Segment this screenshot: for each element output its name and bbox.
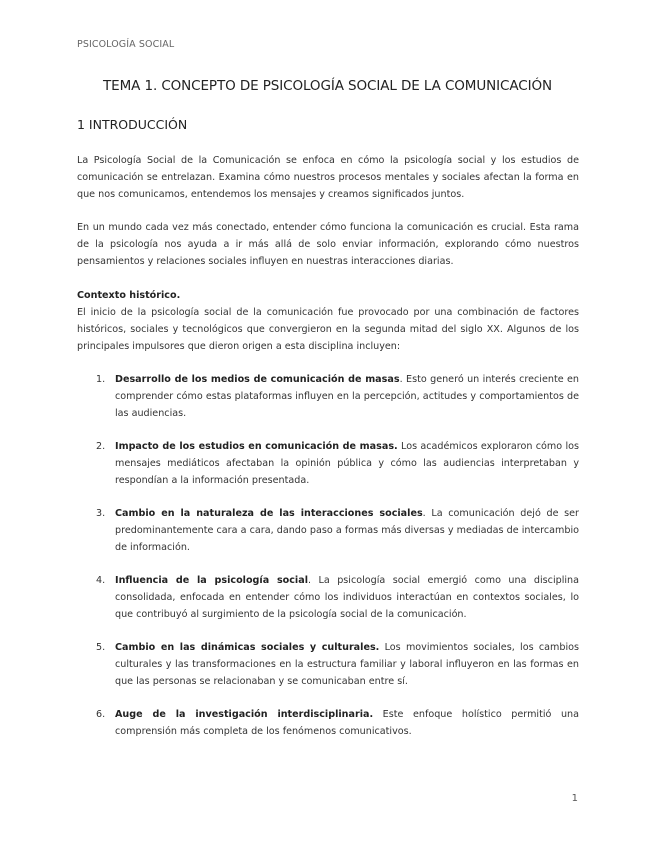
list-item-title: Desarrollo de los medios de comunicación de masas [115, 374, 400, 385]
list-item-title: Influencia de la psicología social [115, 575, 308, 586]
historical-context [77, 287, 579, 355]
list-item-title: Cambio en las dinámicas sociales y culturales. [115, 642, 380, 653]
list-item [77, 572, 579, 623]
section-heading: 1 INTRODUCCIÓN [77, 117, 188, 132]
document-title: TEMA 1. CONCEPTO DE PSICOLOGÍA SOCIAL DE LA COMUNICACIÓN [103, 78, 552, 94]
list-item-title: Auge de la investigación interdisciplinaria. [115, 709, 374, 720]
list-item-title: Impacto de los estudios en comunicación de masas. [115, 441, 398, 452]
context-text: El inicio de la psicología social de la comunicación fue provocado por una combinación de factores históricos, sociales y tecnológicos que convergieron en la segunda mitad del siglo XX. Algunos de los principales impulsores que dieron origen a esta disciplina incluyen: [77, 307, 579, 352]
list-item-number: 1. [96, 374, 106, 385]
list-item-text: Los académicos exploraron cómo los mensajes mediáticos afectaban la opinión pública y cómo las audiencias interpretaban y respondían a la información presentada. [115, 441, 579, 486]
list-item [77, 505, 579, 556]
list-item-number: 6. [96, 709, 106, 720]
list-item-text: . La comunicación dejó de ser predominantemente cara a cara, dando paso a formas más diversas y mediadas de intercambio de información. [115, 508, 579, 553]
list-item-number: 5. [96, 642, 106, 653]
list-item-text: . Esto generó un interés creciente en comprender cómo estas plataformas influyen en la percepción, actitudes y comportamientos de las audiencias. [115, 374, 579, 419]
factors-list [77, 371, 579, 756]
list-item-title: Cambio en la naturaleza de las interacciones sociales [115, 508, 423, 519]
list-item [77, 438, 579, 489]
page-number: 1 [571, 793, 578, 804]
intro-paragraph-2: En un mundo cada vez más conectado, entender cómo funciona la comunicación es crucial. Esta rama de la psicología nos ayuda a ir más allá de solo enviar información, explorando cómo nuestros pensamientos y relaciones sociales influyen en nuestras interacciones diarias. [77, 222, 579, 267]
list-item-text: Este enfoque holístico permitió una comprensión más completa de los fenómenos comunicativos. [115, 709, 579, 737]
running-header: PSICOLOGÍA SOCIAL [77, 39, 175, 50]
list-item [77, 371, 579, 422]
list-item [77, 706, 579, 740]
context-title: Contexto histórico. [77, 290, 181, 301]
list-item-text: . La psicología social emergió como una disciplina consolidada, enfocada en entender cómo los individuos interactúan en contextos sociales, lo que contribuyó al surgimiento de la psicología social de la comunicación. [115, 575, 579, 620]
list-item-number: 2. [96, 441, 106, 452]
list-item-number: 3. [96, 508, 106, 519]
intro-paragraph-1: La Psicología Social de la Comunicación se enfoca en cómo la psicología social y los estudios de comunicación se entrelazan. Examina cómo nuestros procesos mentales y sociales afectan la forma en que nos comunicamos, entendemos los mensajes y creamos significados juntos. [77, 155, 579, 200]
list-item-number: 4. [96, 575, 106, 586]
list-item [77, 639, 579, 690]
list-item-text: Los movimientos sociales, los cambios culturales y las transformaciones en la estructura familiar y laboral influyeron en las formas en que las personas se relacionaban y se comunicaban entre sí. [115, 642, 579, 687]
